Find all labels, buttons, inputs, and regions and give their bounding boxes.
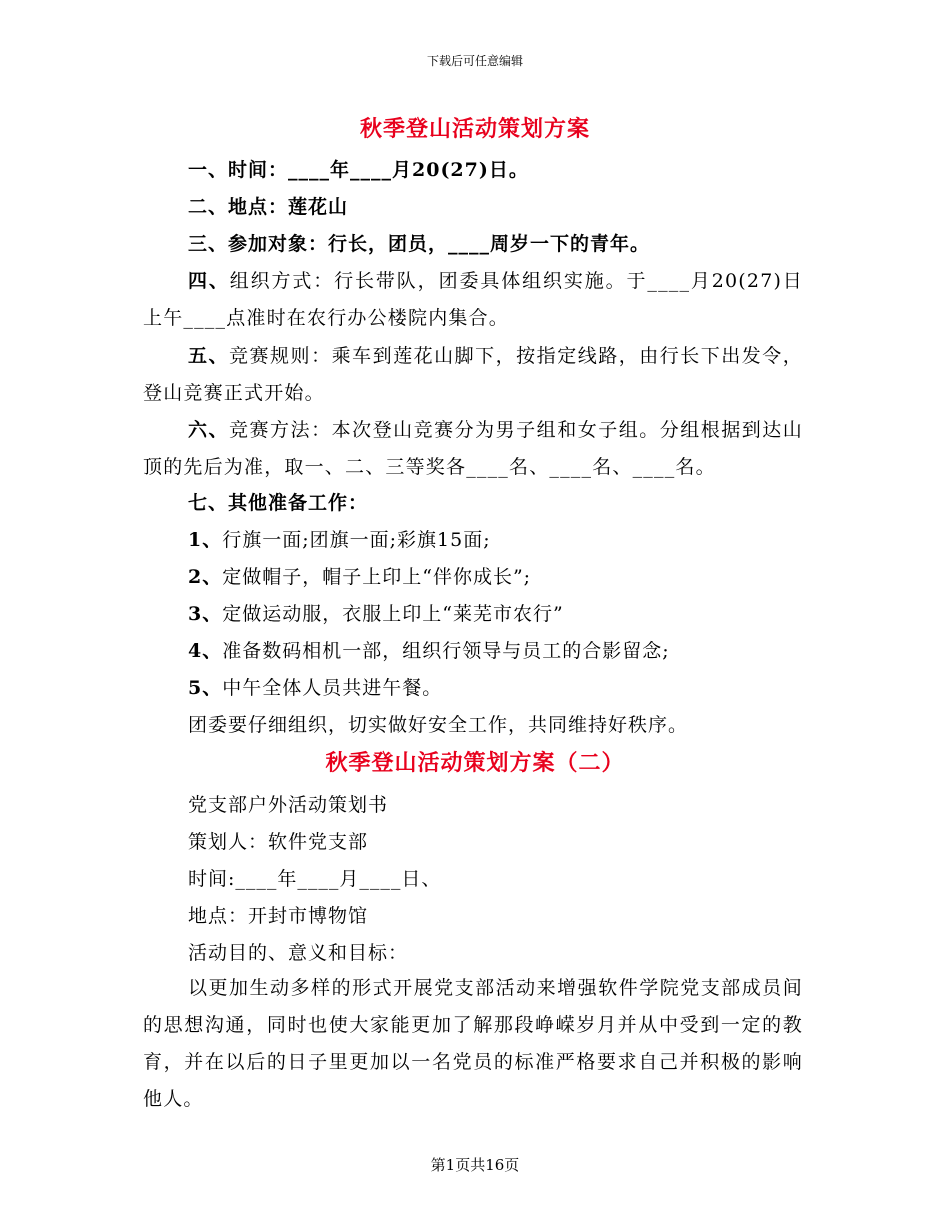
list-item	[188, 600, 564, 628]
section-method-label: 六、	[188, 419, 230, 441]
list-item-number: 3、	[188, 603, 223, 625]
list-item	[188, 637, 670, 665]
list-item	[188, 674, 442, 702]
list-item-text: 行旗一面;团旗一面;彩旗15面;	[222, 529, 491, 551]
place-text: 地点：开封市博物馆	[188, 905, 369, 927]
section-participants: 三、参加对象：行长，团员，____周岁一下的青年。	[188, 233, 651, 255]
doc-title: 党支部户外活动策划书	[188, 794, 389, 816]
closing-text: 团委要仔细组织，切实做好安全工作，共同维持好秩序。	[188, 714, 689, 736]
section-rules-label: 五、	[188, 345, 230, 367]
list-item-text: 定做帽子，帽子上印上“伴你成长”;	[222, 566, 532, 588]
document-title: 秋季登山活动策划方案	[359, 116, 590, 142]
page-header: 下载后可任意编辑	[426, 54, 523, 68]
section-method	[143, 412, 803, 486]
section-organize-text: 组织方式：行长带队，团委具体组织实施。于____月20(27)日上午____点准时在农行办公楼院内集合。	[143, 270, 803, 329]
section-organize-label: 四、	[188, 270, 230, 292]
section-time: 一、时间：____年____月20(27)日。	[188, 159, 529, 181]
document-subtitle: 秋季登山活动策划方案（二）	[325, 750, 625, 776]
section-method-text: 竞赛方法：本次登山竞赛分为男子组和女子组。分组根据到达山顶的先后为准，取一、二、三等奖各____名、____名、____名。	[143, 419, 803, 478]
section-other-title: 七、其他准备工作：	[188, 492, 369, 514]
list-item-number: 2、	[188, 566, 223, 588]
list-item-number: 4、	[188, 640, 223, 662]
section-rules-text: 竞赛规则：乘车到莲花山脚下，按指定线路，由行长下出发令，登山竞赛正式开始。	[143, 345, 803, 404]
section-rules	[143, 338, 803, 412]
list-item-number: 1、	[188, 529, 223, 551]
list-item-text: 中午全体人员共进午餐。	[222, 677, 443, 699]
purpose-text: 以更加生动多样的形式开展党支部活动来增强软件学院党支部成员间的思想沟通，同时也使大家能更加了解那段峥嵘岁月并从中受到一定的教育，并在以后的日子里更加以一名党员的标准严格要求自己并积极的影响他人。	[143, 977, 803, 1110]
list-item	[188, 563, 531, 591]
list-item-text: 准备数码相机一部，组织行领导与员工的合影留念;	[222, 640, 670, 662]
list-item	[188, 526, 491, 554]
list-item-number: 5、	[188, 677, 223, 699]
list-item-text: 定做运动服，衣服上印上“莱芜市农行”	[222, 603, 564, 625]
purpose-label: 活动目的、意义和目标：	[188, 942, 409, 964]
page-footer: 第1页共16页	[430, 1156, 520, 1174]
time-text: 时间:____年____月____日、	[188, 868, 442, 890]
section-organize	[143, 263, 803, 337]
section-place: 二、地点：莲花山	[188, 196, 349, 218]
planner-text: 策划人：软件党支部	[188, 831, 369, 853]
